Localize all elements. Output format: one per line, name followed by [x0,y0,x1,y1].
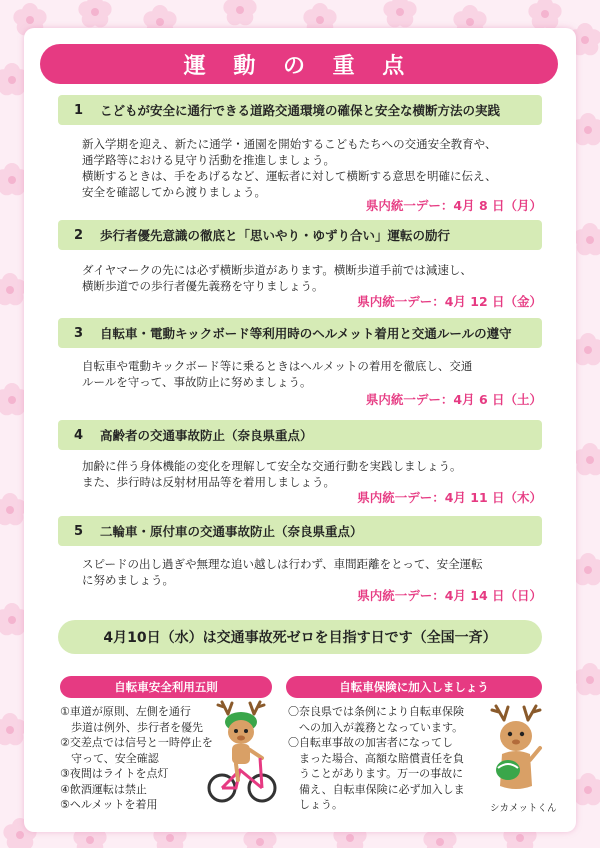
insurance-text [288,704,478,813]
section-4-unified-day: 県内統一デー：4月 11 日（木） [357,490,542,505]
list-item: 歩道は例外、歩行者を優先 [60,720,203,734]
section-title: 高齢者の交通事故防止（奈良県重点） [100,428,313,443]
list-item: まった場合、高額な賠償責任を負 [288,751,464,765]
list-item: ④飲酒運転は禁止 [60,782,147,796]
section-2-unified-day: 県内統一デー：4月 12 日（金） [357,294,542,309]
section-2-body: ダイヤマークの先には必ず横断歩道があります。横断歩道手前では減速し、 横断歩道での歩行者優先義務を守りましょう。 [82,263,472,293]
section-number: 5 [74,523,84,539]
list-item: 〇奈良県では条例により自転車保険 [288,705,464,718]
section-2-heading [58,220,542,250]
bike-rules-heading: 自転車安全利用五則 [60,676,272,698]
section-4-body: 加齢に伴う身体機能の変化を理解して安全な交通行動を実践しましょう。 また、歩行時は反射材用品等を着用しましょう。 [82,459,462,489]
list-item: しょう。 [288,798,343,811]
section-3-heading [58,318,542,348]
national-day-slogan: 4月10日（水）は交通事故死ゼロを目指す日です（全国一斉） [58,620,542,654]
section-5-unified-day: 県内統一デー：4月 14 日（日） [357,588,542,603]
section-1-heading [58,95,542,125]
list-item: 守って、安全確認 [60,751,159,765]
section-number: 3 [74,325,84,341]
section-3-unified-day: 県内統一デー：4月 6 日（土） [365,392,542,407]
list-item: 〇自転車事故の加害者になってし [288,736,453,749]
mascot-caption: シカメットくん [490,803,557,814]
section-number: 4 [74,427,84,443]
section-5-heading [58,516,542,546]
list-item: うことがあります。万一の事故に [288,767,464,780]
section-number: 1 [74,102,84,118]
insurance-heading: 自転車保険に加入しましょう [286,676,542,698]
section-5-body: スピードの出し過ぎや無理な追い越しは行わず、車間距離をとって、安全運転 に努めましょう。 [82,557,483,587]
section-1-body: 新入学期を迎え、新たに通学・通園を開始するこどもたちへの交通安全教育や、 通学路等における見守り活動を推進しましょう。 横断するときは、手をあげるなど、運転者に対して横断する意思を明確に伝え、 安全を確認してから渡りましょう。 [82,137,497,199]
section-4-heading [58,420,542,450]
list-item: ③夜間はライトを点灯 [60,767,169,780]
page-title-bar [40,44,558,84]
section-title: こどもが安全に通行できる道路交通環境の確保と安全な横断方法の実践 [100,103,501,118]
list-item: への加入が義務となっています。 [288,720,464,734]
section-3-body: 自転車や電動キックボード等に乗るときはヘルメットの着用を徹底し、交通 ルールを守って、事故防止に努めましょう。 [82,359,473,389]
deer-cyclist-illustration [206,700,278,808]
section-title: 自転車・電動キックボード等利用時のヘルメット着用と交通ルールの遵守 [100,326,512,341]
section-title: 歩行者優先意識の徹底と「思いやり・ゆずり合い」運転の励行 [100,228,451,243]
page-title: 運 動 の 重 点 [183,53,415,79]
shikamet-kun-mascot-illustration [482,702,550,798]
list-item: ⑤ヘルメットを着用 [60,798,158,811]
list-item: ①車道が原則、左側を通行 [60,705,191,718]
list-item: 備え、自転車保険に必ず加入しま [288,782,465,796]
section-title: 二輪車・原付車の交通事故防止（奈良県重点） [100,524,363,539]
section-1-unified-day: 県内統一デー：4月 8 日（月） [365,198,542,213]
list-item: ②交差点では信号と一時停止を [60,736,213,749]
section-number: 2 [74,227,84,243]
